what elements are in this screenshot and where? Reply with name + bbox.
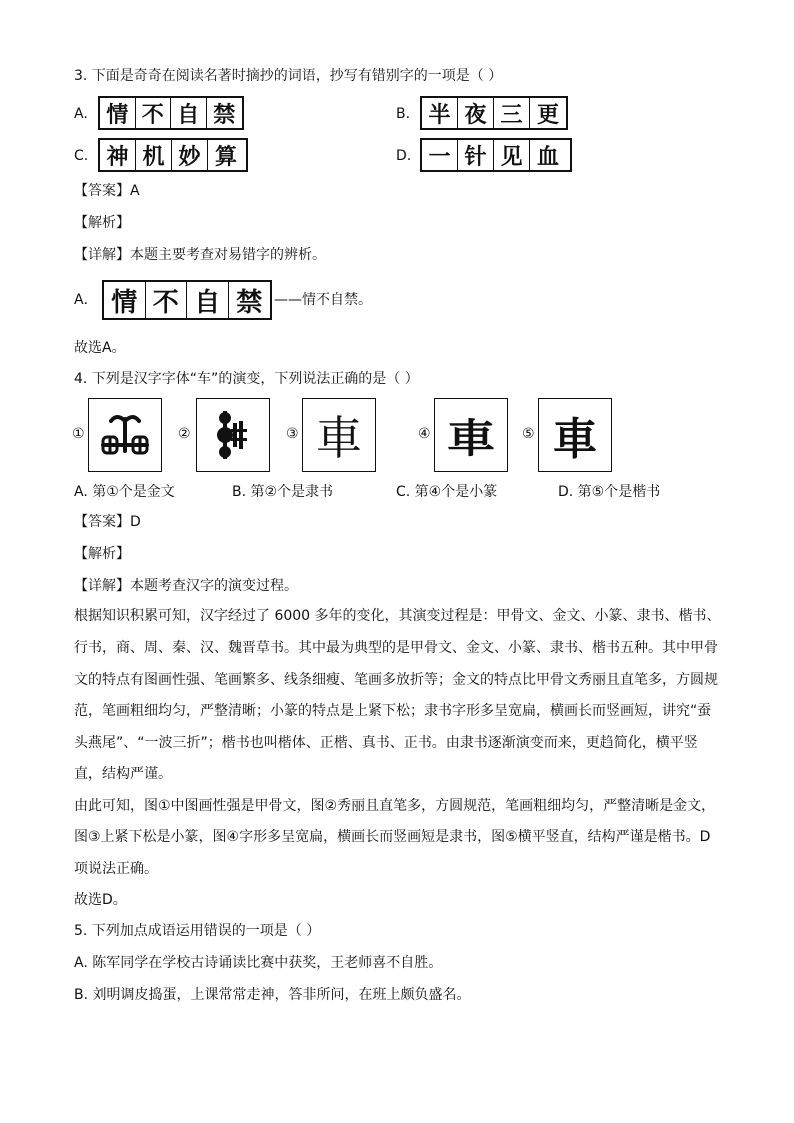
che-char: 車 [316,411,362,465]
q4-detail: 【详解】本题考查汉字的演变过程。 [74,578,298,594]
char-cell: 妙 [172,140,208,170]
char-cell: 禁 [236,287,263,318]
q4-para1-line: 直，结构严谨。 [74,766,172,782]
q5-option-b: B. 刘明调皮捣蛋，上课常常走神，答非所问，在班上颇负盛名。 [74,987,471,1003]
char-cell: 不 [136,98,172,128]
q4-option-d: D. 第⑤个是楷书 [558,484,661,500]
q3-detail: 【详解】本题主要考查对易错字的辨析。 [74,247,326,263]
q3-option-c-grid [98,138,248,172]
q3-option-b-grid [420,96,568,130]
q4-option-a: A. 第①个是金文 [74,484,175,500]
figure-number: ⑤ [522,426,535,442]
char-cell: 禁 [213,101,236,128]
char-cell: 情 [100,98,136,128]
char-cell: 算 [214,143,237,170]
q4-option-b: B. 第②个是隶书 [232,484,334,500]
char-cell: 自 [187,282,229,318]
q4-analysis-heading: 【解析】 [74,546,130,562]
che-char: 車 [553,414,597,465]
q4-para2-line: 项说法正确。 [74,861,158,877]
q4-para1-line: 行书，商、周、秦、汉、魏晋草书。其中最为典型的是甲骨文、金文、小篆、隶书、楷书五种。其中甲骨 [74,640,718,656]
q3-option-a-label: A. [74,106,88,122]
figure-number: ④ [418,426,431,442]
q4-option-c: C. 第④个是小篆 [396,484,498,500]
q3-option-d-label: D. [396,148,412,164]
char-cell: 不 [146,282,188,318]
clerical-che-glyph [434,398,508,472]
q3-choose: 故选A。 [74,340,126,356]
q3-explanation-label: A． [74,292,98,308]
q4-choose: 故选D。 [74,892,127,908]
che-char: 車 [447,414,495,462]
char-cell: 机 [136,140,172,170]
q5-option-a: A. 陈军同学在学校古诗诵读比赛中获奖，王老师喜不自胜。 [74,955,443,971]
regular-che-glyph [538,398,612,472]
char-cell: 自 [171,98,207,128]
q4-para1-line: 文的特点有图画性强、笔画繁多、线条细瘦、笔画多放折等；金文的特点比甲骨文秀丽且直笔多，方圆规 [74,672,718,688]
char-cell: 更 [536,101,559,128]
char-cell: 针 [458,140,494,170]
char-cell: 一 [422,140,458,170]
q4-para1-line: 头燕尾”、“一波三折”；楷书也叫楷体、正楷、真书、正书。由隶书逐渐演变而来，更趋简化，横平竖 [74,735,698,751]
figure-number: ① [72,426,85,442]
q3-stem: 3. 下面是奇奇在阅读名著时摘抄的词语，抄写有错别字的一项是（ ） [74,68,503,84]
small-seal-che-glyph [302,398,376,472]
q3-option-c-label: C. [74,148,89,164]
char-cell: 半 [422,98,458,128]
oracle-bone-che-icon [88,398,162,472]
q3-explanation-grid [102,280,272,320]
char-cell: 血 [536,143,559,170]
figure-number: ② [178,426,191,442]
q3-option-d-grid [420,138,572,172]
q4-para1-line: 范，笔画粗细均匀，严整清晰；小篆的特点是上紧下松；隶书字形多呈宽扁，横画长而竖画短，讲究“蚕 [74,703,712,719]
char-cell: 神 [100,140,136,170]
char-cell: 三 [494,98,530,128]
q4-para1-line: 根据知识积累可知，汉字经过了 6000 多年的变化，其演变过程是：甲骨文、金文、小篆、隶书、楷书、 [74,608,721,624]
q4-answer: 【答案】D [74,514,141,530]
q4-para2-line: 图③上紧下松是小篆，图④字形多呈宽扁，横画长而竖画短是隶书，图⑤横平竖直，结构严谨是楷书。D [74,829,711,845]
q5-stem: 5. 下列加点成语运用错误的一项是（ ） [74,923,321,939]
q4-stem: 4. 下列是汉字字体“车”的演变，下列说法正确的是（ ） [74,371,419,387]
bronze-che-icon [196,398,270,472]
char-cell: 夜 [458,98,494,128]
q3-option-a-grid [98,96,244,130]
q3-analysis-heading: 【解析】 [74,215,130,231]
q4-para2-line: 由此可知，图①中图画性强是甲骨文，图②秀丽且直笔多，方圆规范，笔画粗细均匀，严整清晰是金文， [74,798,716,814]
q3-answer: 【答案】A [74,183,140,199]
char-cell: 见 [494,140,530,170]
q3-explanation-text: ——情不自禁。 [274,292,372,308]
char-cell: 情 [104,282,146,318]
figure-number: ③ [286,426,299,442]
q3-option-b-label: B. [396,106,411,122]
